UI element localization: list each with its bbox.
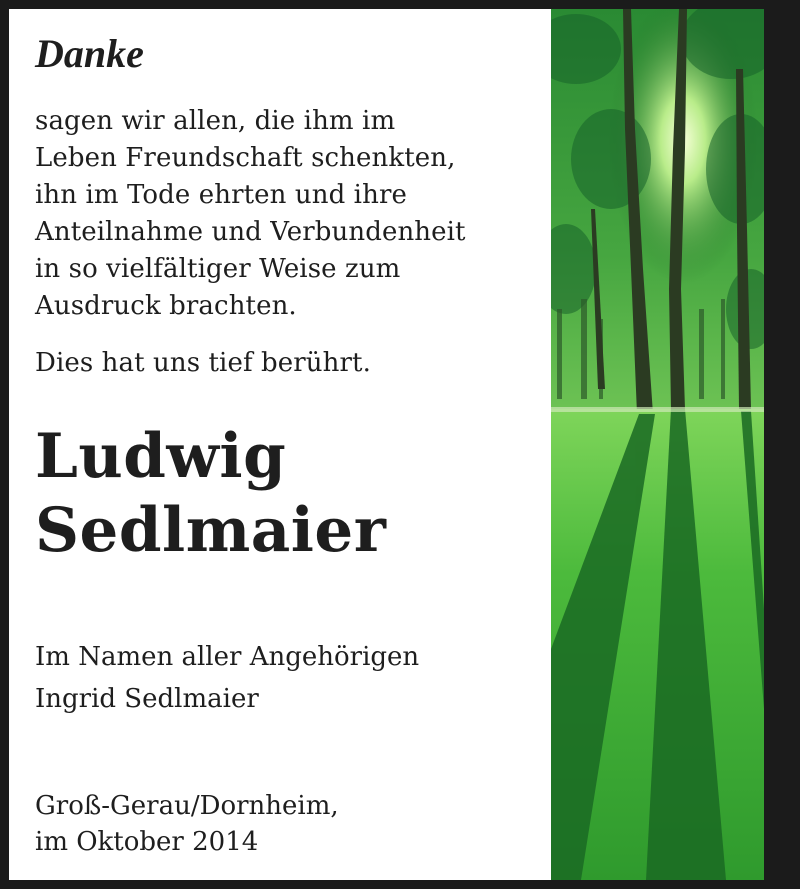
park-path — [551, 407, 764, 412]
deceased-last-name: Sedlmaier — [35, 495, 387, 566]
place-date-block — [35, 788, 543, 860]
notice-text-column — [35, 31, 543, 860]
message-line: Leben Freundschaft schenkten, — [35, 143, 456, 173]
park-photo — [551, 9, 764, 880]
message-line: ihn im Tode ehrten und ihre — [35, 180, 407, 210]
deceased-first-name: Ludwig — [35, 421, 287, 492]
signature-on-behalf: Im Namen aller Angehörigen — [35, 642, 420, 672]
signature-name: Ingrid Sedlmaier — [35, 684, 259, 714]
message-line: sagen wir allen, die ihm im — [35, 106, 396, 136]
message-line: Anteilnahme und Verbundenheit — [35, 217, 466, 247]
notice-heading: Danke — [35, 31, 144, 76]
message-line: in so vielfältiger Weise zum — [35, 254, 401, 284]
date-line: im Oktober 2014 — [35, 827, 259, 857]
thanks-message — [35, 103, 543, 382]
deceased-name — [35, 420, 543, 568]
secondary-message: Dies hat uns tief berührt. — [35, 348, 371, 378]
message-line: Ausdruck brachten. — [35, 291, 297, 321]
signature-block — [35, 636, 543, 720]
park-illustration — [551, 9, 764, 880]
place-line: Groß-Gerau/Dornheim, — [35, 791, 339, 821]
